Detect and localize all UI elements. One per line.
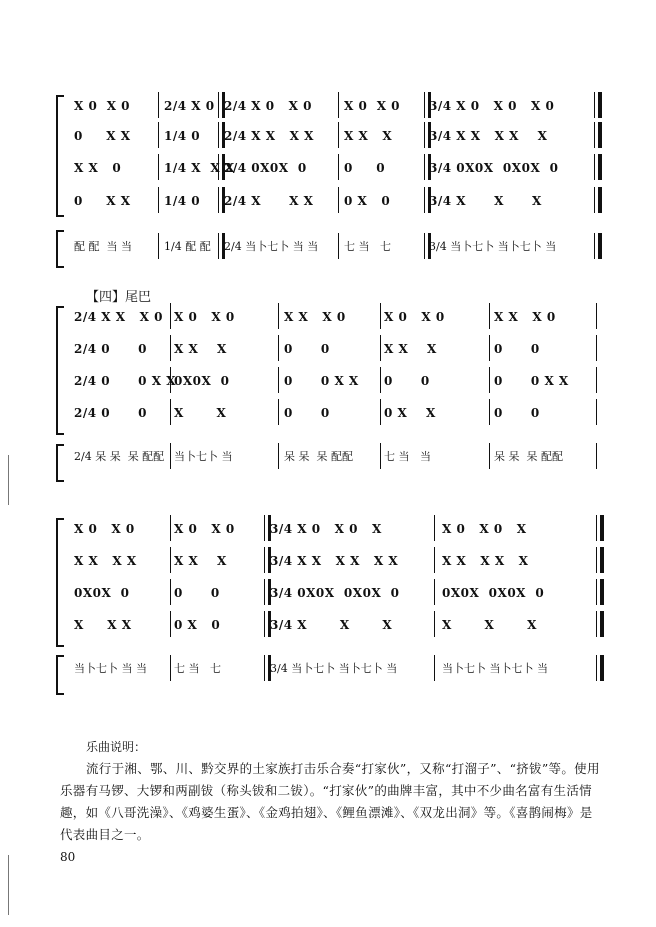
final-barline <box>594 92 602 118</box>
score-system-3 <box>56 518 596 693</box>
barline <box>338 187 339 213</box>
measure-text: 0 0 <box>284 406 330 420</box>
measure-text: 0 0 <box>174 586 220 600</box>
instrument-row <box>74 125 596 147</box>
final-barline <box>594 187 602 213</box>
measure-text: X 0 X 0 <box>344 99 401 113</box>
measure-text: 当卜七卜 当卜七卜 当 <box>442 662 548 675</box>
measure-text: 3/4 当卜七卜 当卜七卜 当 <box>429 240 557 253</box>
measure-text: 3/4 X X X X X X <box>270 554 399 568</box>
measure-text: 2/4 X 0 <box>164 99 215 113</box>
measure-text: 3/4 X X X X X <box>429 129 548 143</box>
scan-edge-line-bottom <box>8 855 9 915</box>
measure-text: 0 0 <box>284 342 330 356</box>
repeat-barline <box>264 655 271 681</box>
measure-text: X 0 X 0 <box>74 99 131 113</box>
measure-text: 1/4 配 配 <box>164 240 211 253</box>
measure-text: X X X X X <box>442 554 529 568</box>
measure-text: X X 0 <box>74 161 122 175</box>
gong-part-row <box>74 658 596 680</box>
barline <box>278 443 279 469</box>
barline <box>158 233 159 259</box>
final-barline <box>594 122 602 148</box>
instrument-row <box>74 190 596 212</box>
final-barline <box>594 154 602 180</box>
gong-part-bracket <box>56 655 64 695</box>
measure-text: X X X X <box>74 554 137 568</box>
measure-text: 3/4 0X0X 0X0X 0 <box>270 586 400 600</box>
barline <box>170 515 171 541</box>
barline <box>170 579 171 605</box>
gong-part-row <box>74 446 596 468</box>
barline <box>380 367 381 393</box>
barline <box>338 154 339 180</box>
repeat-barline <box>424 154 431 180</box>
instrument-row <box>74 550 596 572</box>
measure-text: 配 配 当 当 <box>74 240 132 253</box>
measure-text: 1/4 0 <box>164 129 201 143</box>
measure-text: 2/4 X X X 0 <box>74 310 163 324</box>
barline <box>380 303 381 329</box>
barline <box>278 335 279 361</box>
measure-text: 呆 呆 呆 配配 <box>494 450 563 463</box>
measure-text: X X X <box>174 554 227 568</box>
barline <box>596 399 597 425</box>
measure-text: 3/4 X 0 X 0 X <box>270 522 382 536</box>
instrument-row <box>74 157 596 179</box>
notes-title: 乐曲说明： <box>86 740 147 754</box>
final-barline <box>596 611 604 637</box>
measure-text: X 0 X 0 <box>384 310 445 324</box>
measure-text: 七 当 七 <box>174 662 221 675</box>
measure-text: 2/4 0 0 X X <box>74 374 177 388</box>
measure-text: 0 X X <box>74 129 131 143</box>
barline <box>489 367 490 393</box>
measure-text: 2/4 X 0 X 0 <box>224 99 312 113</box>
instrument-row <box>74 402 596 424</box>
measure-text: 0 X X <box>74 194 131 208</box>
barline <box>170 303 171 329</box>
barline <box>278 367 279 393</box>
measure-text: 2/4 0 0 <box>74 342 148 356</box>
instrument-row <box>74 370 596 392</box>
repeat-barline <box>218 233 225 259</box>
measure-text: 当卜七卜 当 <box>174 450 233 463</box>
barline <box>596 303 597 329</box>
measure-text: 0 0 <box>494 342 540 356</box>
measure-text: 呆 呆 呆 配配 <box>284 450 353 463</box>
measure-text: X X X <box>174 342 227 356</box>
barline <box>170 443 171 469</box>
score-system-2 <box>56 306 596 481</box>
measure-text: X 0 X 0 <box>174 522 235 536</box>
repeat-barline <box>264 547 271 573</box>
barline <box>434 579 435 605</box>
barline <box>489 335 490 361</box>
measure-text: 当卜七卜 当 当 <box>74 662 147 675</box>
instrument-row <box>74 338 596 360</box>
notes-body: 流行于湘、鄂、川、黔交界的土家族打击乐合奏“打家伙”，又称“打溜子”、“挤钹”等。使用乐器有马锣、大锣和两副钹（称头钹和二钹）。“打家伙”的曲牌丰富，其中不少曲名富有生活情趣，如《八哥洗澡》、《鸡婆生蛋》、《金鸡拍翅》、《鲤鱼漂滩》、《双龙出洞》等。《喜鹊闹梅》是代表曲目之一。 <box>60 761 600 842</box>
gong-part-row <box>74 236 596 258</box>
system-bracket <box>56 95 64 217</box>
measure-text: 2/4 0 0 <box>74 406 148 420</box>
instrument-row <box>74 614 596 636</box>
repeat-barline <box>218 122 225 148</box>
measure-text: X X X <box>384 342 437 356</box>
barline <box>596 367 597 393</box>
measure-text: 0 0 <box>384 374 430 388</box>
barline <box>338 233 339 259</box>
barline <box>380 443 381 469</box>
measure-text: 2/4 X X X <box>224 194 314 208</box>
measure-text: 0 X 0 <box>344 194 391 208</box>
measure-text: 2/4 X X X X <box>224 129 314 143</box>
barline <box>158 92 159 118</box>
measure-text: 2/4 当卜七卜 当 当 <box>224 240 319 253</box>
instrument-row <box>74 582 596 604</box>
measure-text: X X X 0 <box>284 310 346 324</box>
measure-text: X X X 0 <box>494 310 556 324</box>
barline <box>338 92 339 118</box>
barline <box>434 655 435 681</box>
barline <box>278 303 279 329</box>
barline <box>434 547 435 573</box>
instrument-row <box>74 95 596 117</box>
score-system-1 <box>56 95 596 270</box>
final-barline <box>596 547 604 573</box>
gong-part-bracket <box>56 230 64 268</box>
barline <box>170 367 171 393</box>
measure-text: 0X0X 0 <box>74 586 130 600</box>
measure-text: X X X <box>344 129 393 143</box>
barline <box>380 335 381 361</box>
barline <box>596 335 597 361</box>
barline <box>596 443 597 469</box>
measure-text: 0 0 <box>494 406 540 420</box>
measure-text: 0X0X 0X0X 0 <box>442 586 545 600</box>
barline <box>170 655 171 681</box>
instrument-row <box>74 518 596 540</box>
repeat-barline <box>424 122 431 148</box>
system-bracket <box>56 306 64 435</box>
barline <box>380 399 381 425</box>
barline <box>170 399 171 425</box>
measure-text: 1/4 X X X <box>164 161 235 175</box>
measure-text: 七 当 当 <box>384 450 431 463</box>
final-barline <box>594 233 602 259</box>
measure-text: 0 0 X X <box>284 374 359 388</box>
final-barline <box>596 579 604 605</box>
measure-text: X 0 X 0 <box>74 522 135 536</box>
measure-text: 3/4 X 0 X 0 X 0 <box>429 99 555 113</box>
measure-text: 0 0 <box>344 161 386 175</box>
measure-text: 0X0X 0 <box>174 374 230 388</box>
barline <box>170 547 171 573</box>
repeat-barline <box>424 187 431 213</box>
final-barline <box>596 515 604 541</box>
barline <box>489 443 490 469</box>
measure-text: 2/4 0X0X 0 <box>224 161 307 175</box>
barline <box>489 303 490 329</box>
scan-edge-line-top <box>8 455 9 505</box>
measure-text: 0 X X <box>384 406 436 420</box>
barline <box>158 154 159 180</box>
barline <box>170 335 171 361</box>
final-barline <box>596 655 604 681</box>
measure-text: X X X <box>442 618 537 632</box>
measure-text: X 0 X 0 <box>174 310 235 324</box>
repeat-barline <box>264 579 271 605</box>
gong-part-bracket <box>56 444 64 482</box>
page-number: 80 <box>60 850 76 864</box>
section-heading: 【四】尾巴 <box>86 290 152 305</box>
measure-text: 七 当 七 <box>344 240 391 253</box>
repeat-barline <box>218 92 225 118</box>
barline <box>278 399 279 425</box>
barline <box>170 611 171 637</box>
measure-text: X X X <box>74 618 132 632</box>
barline <box>158 122 159 148</box>
barline <box>434 611 435 637</box>
measure-text: 3/4 当卜七卜 当卜七卜 当 <box>270 662 398 675</box>
system-bracket <box>56 518 64 647</box>
measure-text: 2/4 呆 呆 呆 配配 <box>74 450 165 463</box>
measure-text: 1/4 0 <box>164 194 201 208</box>
measure-text: 0 X 0 <box>174 618 221 632</box>
measure-text: 3/4 X X X <box>270 618 393 632</box>
repeat-barline <box>218 187 225 213</box>
measure-text: 3/4 0X0X 0X0X 0 <box>429 161 559 175</box>
repeat-barline <box>218 154 225 180</box>
measure-text: 0 0 X X <box>494 374 569 388</box>
measure-text: 3/4 X X X <box>429 194 542 208</box>
instrument-row <box>74 306 596 328</box>
barline <box>489 399 490 425</box>
barline <box>434 515 435 541</box>
measure-text: X X <box>174 406 227 420</box>
barline <box>338 122 339 148</box>
repeat-barline <box>424 92 431 118</box>
repeat-barline <box>264 515 271 541</box>
measure-text: X 0 X 0 X <box>442 522 527 536</box>
barline <box>158 187 159 213</box>
repeat-barline <box>424 233 431 259</box>
repeat-barline <box>264 611 271 637</box>
